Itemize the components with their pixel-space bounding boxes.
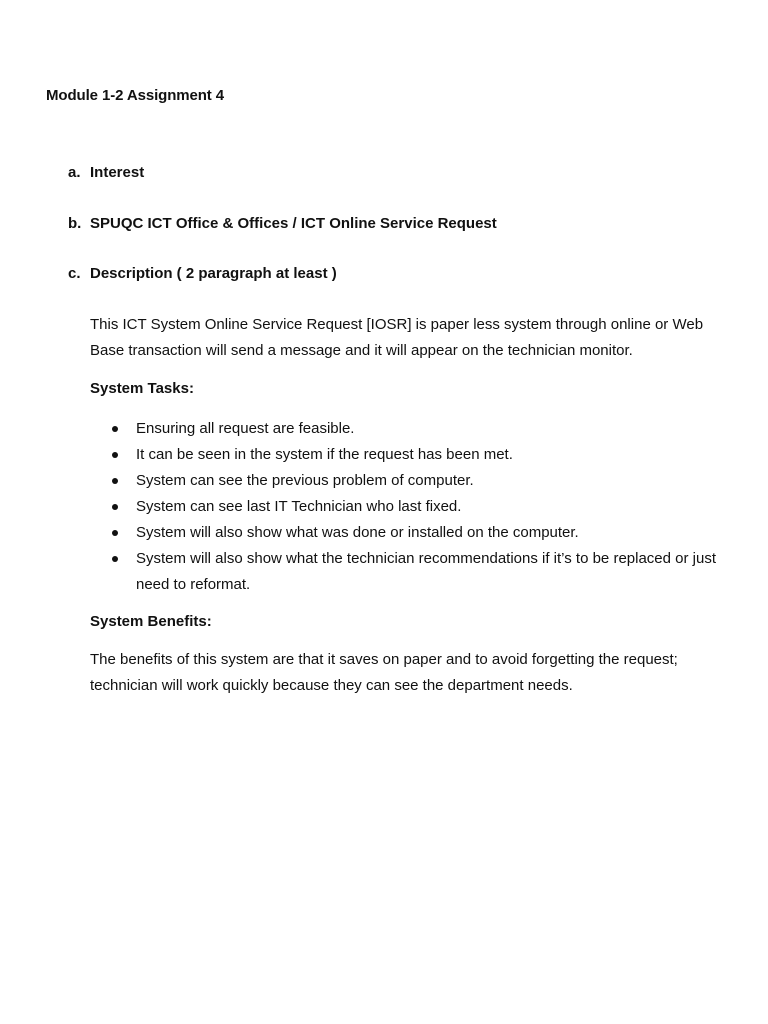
list-item-a [68,164,144,181]
list-item-b [68,215,497,232]
task-text: It can be seen in the system if the request has been met. [136,446,513,463]
list-item [90,442,730,468]
tasks-heading: System Tasks: [90,380,194,397]
list-item [90,416,730,442]
bullet-icon [112,556,118,562]
task-text: System can see last IT Technician who last fixed. [136,498,462,515]
bullet-icon [112,426,118,432]
list-item [90,546,730,598]
list-item-text: Description ( 2 paragraph at least ) [90,265,337,282]
task-text: System can see the previous problem of computer. [136,472,474,489]
bullet-icon [112,478,118,484]
task-text: System will also show what the technician recommendations if it’s to be replaced or just need to reformat. [136,550,716,593]
bullet-icon [112,504,118,510]
task-text: System will also show what was done or installed on the computer. [136,524,579,541]
bullet-icon [112,452,118,458]
list-marker: a. [68,164,81,181]
list-item [90,494,730,520]
task-text: Ensuring all request are feasible. [136,420,355,437]
bullet-icon [112,530,118,536]
list-marker: c. [68,265,81,282]
benefits-paragraph: The benefits of this system are that it saves on paper and to avoid forgetting the request; technician will work quickly because they can see the department needs. [90,651,678,694]
list-item [90,468,730,494]
intro-paragraph: This ICT System Online Service Request [IOSR] is paper less system through online or Web Base transaction will send a message and it will appear on the technician monitor. [90,316,704,359]
list-marker: b. [68,215,82,232]
list-item-text: Interest [90,164,145,181]
document-title: Module 1-2 Assignment 4 [46,87,225,104]
benefits-heading: System Benefits: [90,613,212,630]
tasks-list [90,416,730,598]
list-item [90,520,730,546]
list-item-text: SPUQC ICT Office & Offices / ICT Online Service Request [90,215,497,232]
list-item-c [68,265,337,282]
